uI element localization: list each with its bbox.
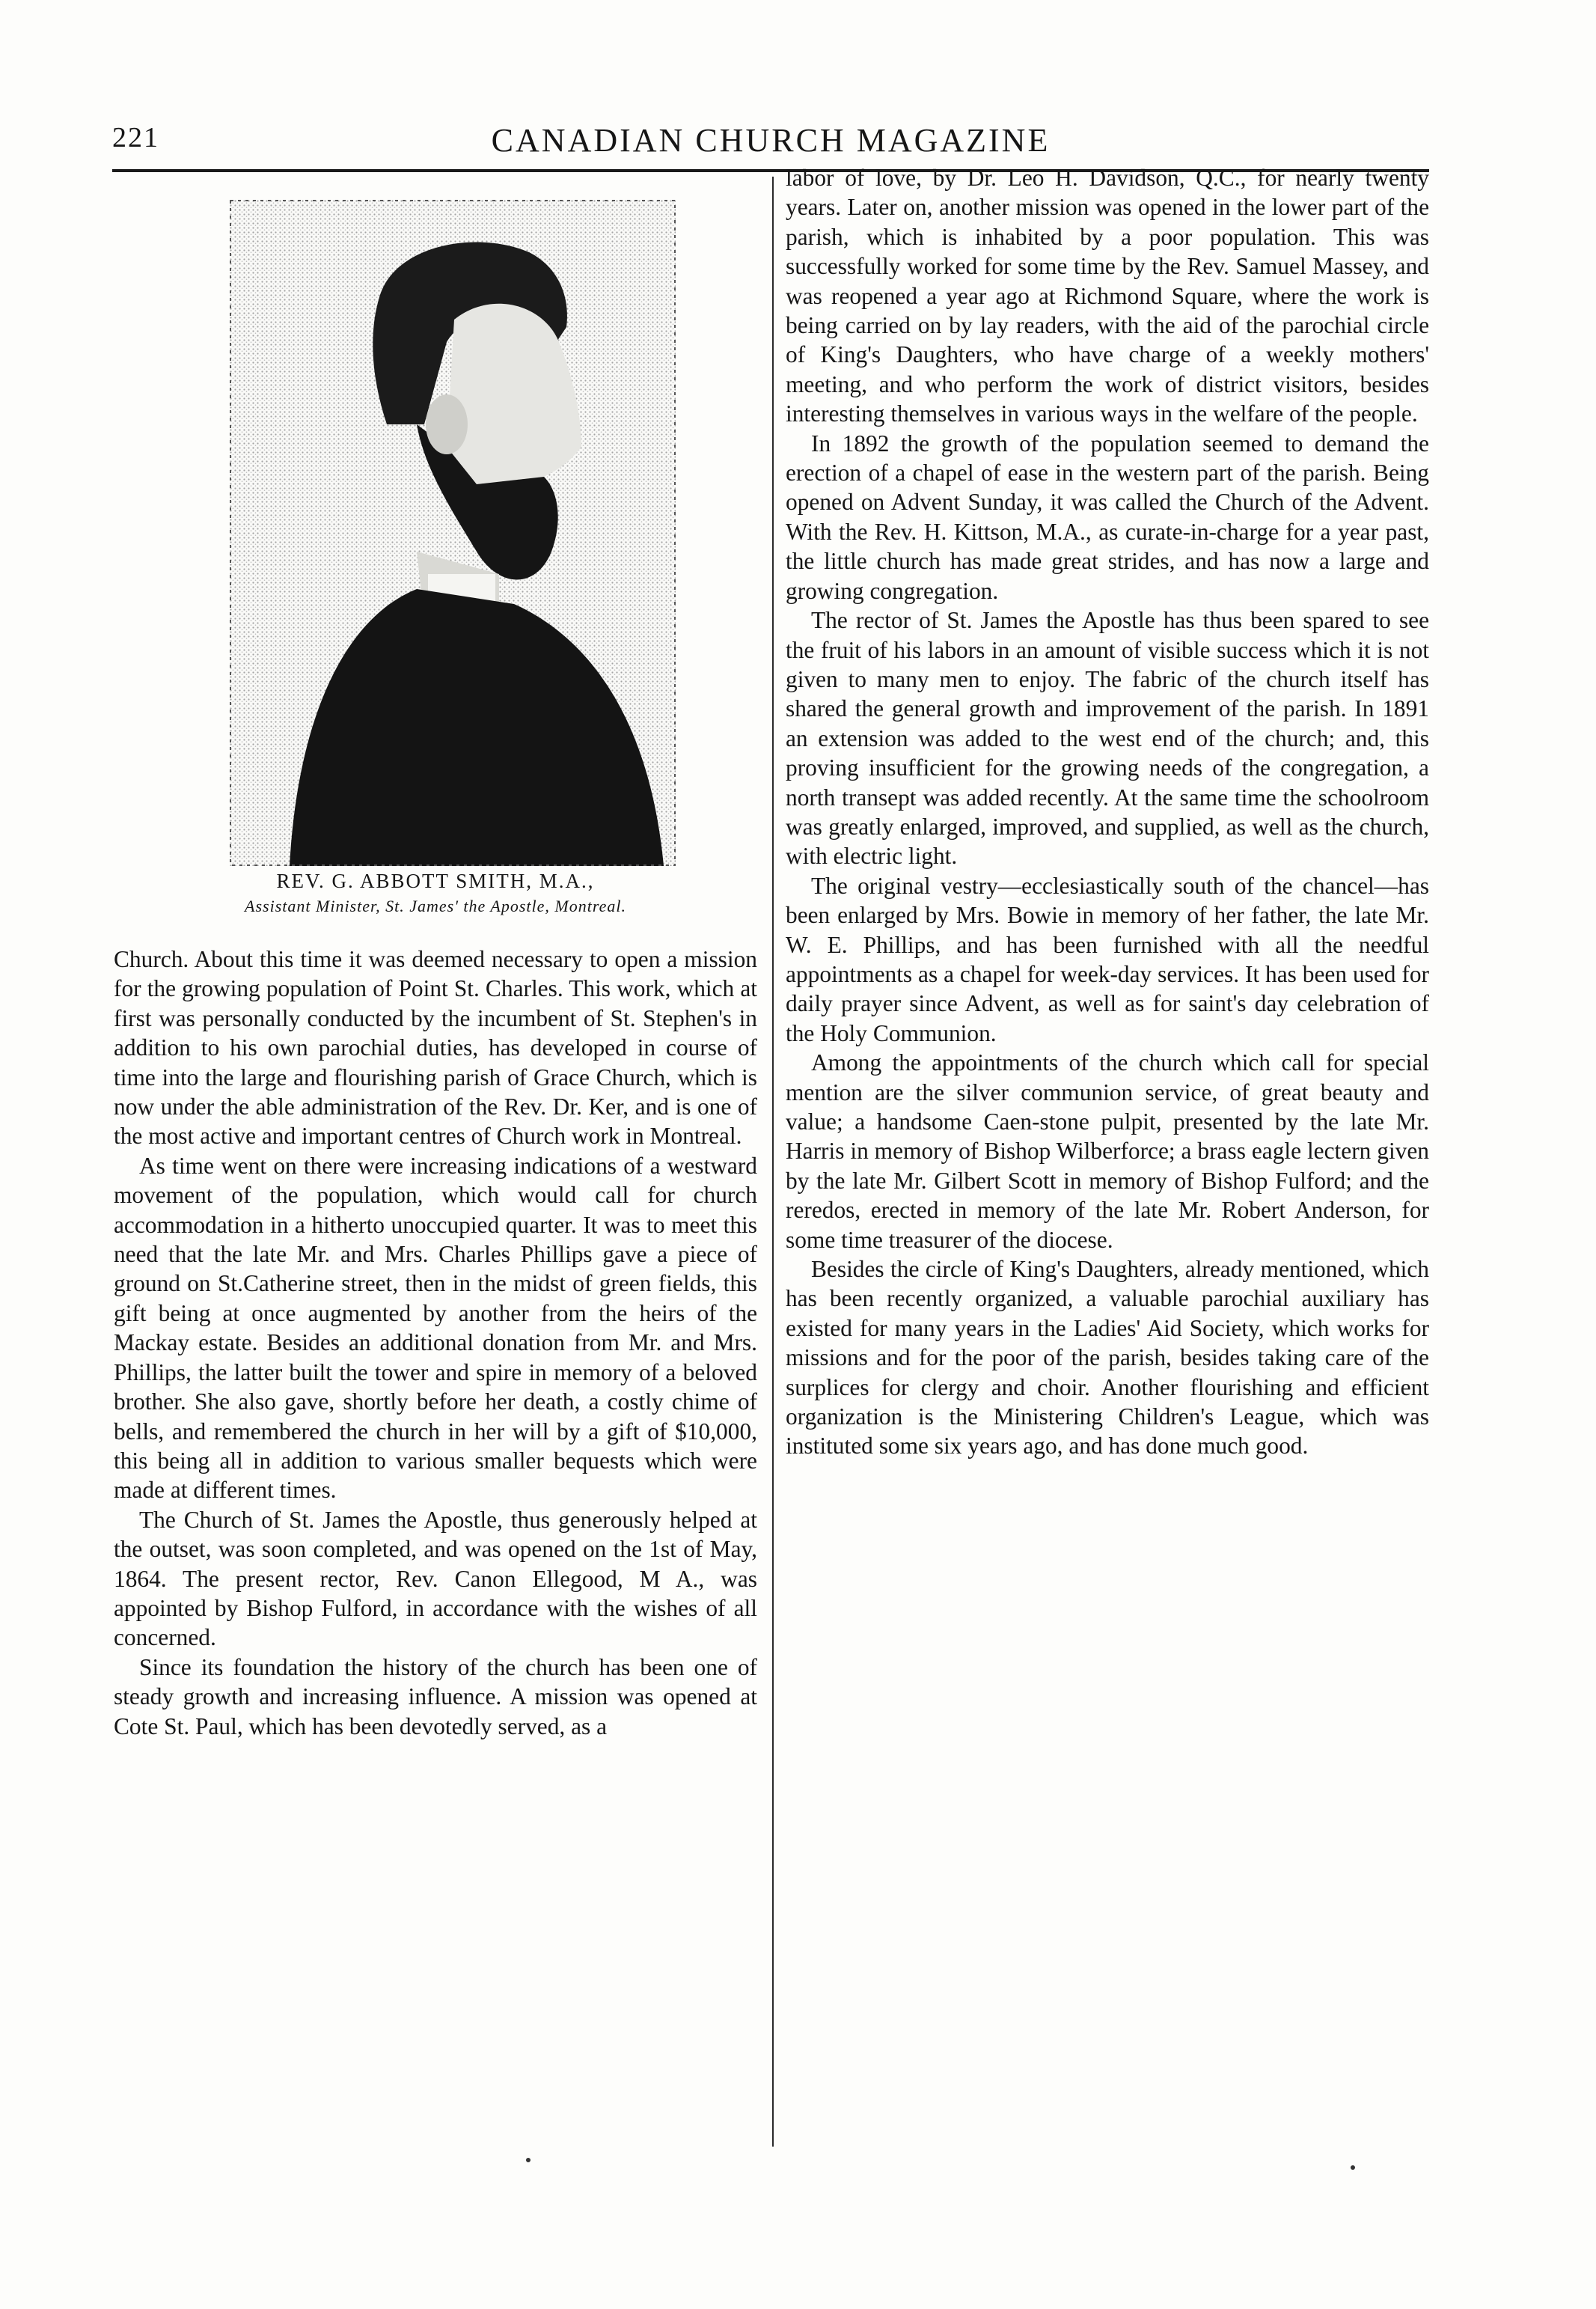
portrait-image bbox=[230, 200, 676, 866]
print-speck bbox=[526, 2158, 531, 2162]
portrait-photo bbox=[230, 200, 676, 866]
right-column bbox=[786, 163, 1429, 1461]
paragraph: Among the appointments of the church which call for special mention are the silver communion service, of great beauty and value; a handsome Caen-stone pulpit, presented by the late Mr. Harris in memory of Bishop Wilberforce; a brass eagle lectern given by the late Mr. Gilbert Scott in memory of Bishop Fulford; and the reredos, erected in memory of the late Mr. Robert Anderson, for some time treasurer of the diocese. bbox=[786, 1049, 1429, 1253]
page-number: 221 bbox=[112, 122, 159, 153]
page-header bbox=[112, 121, 1429, 166]
paragraph: Besides the circle of King's Daughters, already mentioned, which has been recently organized, a valuable parochial auxiliary has existed for many years in the Ladies' Aid Society, which works for missions and for the poor of the parish, besides taking care of the surplices for clergy and choir. Another flourishing and efficient organization is the Ministering Children's League, which was instituted some six years ago, and has done much good. bbox=[786, 1256, 1429, 1459]
caption-name: REV. G. ABBOTT SMITH, M.A., bbox=[276, 870, 595, 892]
paragraph: The rector of St. James the Apostle has thus been spared to see the fruit of his labors in an amount of visible success which it is not given to many men to enjoy. The fabric of the church itself has shared the general growth and improvement of the parish. In 1891 an extension was added to the west end of the church; and, this proving insufficient for the growing needs of the congregation, a north transept was added recently. At the same time the schoolroom was greatly enlarged, improved, and supplied, as well as the church, with electric light. bbox=[786, 607, 1429, 870]
paragraph: The Church of St. James the Apostle, thus generously helped at the outset, was soon completed, and was opened on the 1st of May, 1864. The present rector, Rev. Canon Ellegood, M A., was appointed by Bishop Fulford, in accordance with the wishes of all concerned. bbox=[114, 1506, 757, 1651]
caption-title: Assistant Minister, St. James' the Apostle, Montreal. bbox=[245, 897, 626, 915]
paragraph: As time went on there were increasing indications of a westward movement of the population, which would call for church accommodation in a hitherto unoccupied quarter. It was to meet this need that the late Mr. and Mrs. Charles Phillips gave a piece of ground on St.Catherine street, then in the midst of green fields, this gift being at once augmented by another from the heirs of the Mackay estate. Besides an additional donation from Mr. and Mrs. Phillips, the latter built the tower and spire in memory of a beloved brother. She also gave, shortly before her death, a costly chime of bells, and remembered the church in her will by a gift of $10,000, this being all in addition to various smaller bequests which were made at different times. bbox=[114, 1152, 757, 1504]
magazine-title: CANADIAN CHURCH MAGAZINE bbox=[491, 122, 1051, 159]
paragraph: In 1892 the growth of the population seemed to demand the erection of a chapel of ease in the western part of the parish. Being opened on Advent Sunday, it was called the Church of the Advent. With the Rev. H. Kittson, M.A., as curate-in-charge for a year past, the little church has made great strides, and has now a large and growing congregation. bbox=[786, 430, 1429, 604]
paragraph: labor of love, by Dr. Leo H. Davidson, Q.C., for nearly twenty years. Later on, another mission was opened in the lower part of the parish, which is inhabited by a poor population. This was successfully worked for some time by the Rev. Samuel Massey, and was reopened a year ago at Richmond Square, where the work is being carried on by lay readers, with the aid of the parochial circle of King's Daughters, who have charge of a weekly mothers' meeting, and who perform the work of district visitors, besides interesting themselves in various ways in the welfare of the people. bbox=[786, 165, 1429, 427]
paragraph: Since its foundation the history of the church has been one of steady growth and increasing influence. A mission was opened at Cote St. Paul, which has been devotedly served, as a bbox=[114, 1653, 757, 1739]
column-divider bbox=[772, 177, 774, 2147]
print-speck bbox=[1351, 2165, 1355, 2170]
paragraph: The original vestry—ecclesiastically south of the chancel—has been enlarged by Mrs. Bowie in memory of her father, the late Mr. W. E. Phillips, and has been furnished with all the needful appointments as a chapel for week-day services. It has been used for daily prayer since Advent, as well as for saint's day celebration of the Holy Communion. bbox=[786, 872, 1429, 1046]
left-column bbox=[114, 945, 757, 1741]
paragraph: Church. About this time it was deemed necessary to open a mission for the growing population of Point St. Charles. This work, which at first was personally conducted by the incumbent of St. Stephen's in addition to his own parochial duties, has developed in course of time into the large and flourishing parish of Grace Church, which is now under the able administration of the Rev. Dr. Ker, and is one of the most active and important centres of Church work in Montreal. bbox=[114, 946, 757, 1150]
